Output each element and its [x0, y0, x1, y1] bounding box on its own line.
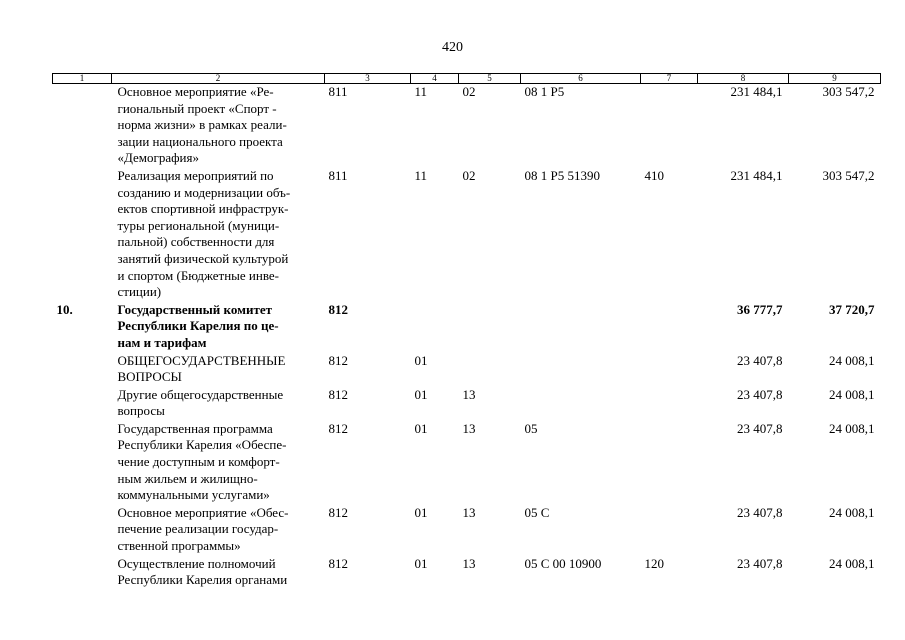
amount-year-2: 37 720,7 [829, 301, 875, 317]
section-code: 01 [414, 555, 428, 571]
amount-year-2: 303 547,2 [822, 84, 875, 99]
row-number [53, 387, 112, 421]
target-article-code: 05 С [524, 504, 550, 520]
amount-year-2: 24 008,1 [829, 352, 875, 368]
expense-type-code [641, 505, 698, 556]
row-number [53, 505, 112, 556]
column-header: 7 [641, 74, 698, 84]
row-name: ОБЩЕГОСУДАРСТВЕННЫЕ ВОПРОСЫ [117, 352, 286, 385]
section-code: 01 [414, 504, 428, 520]
target-article-code: 08 1 Р5 [524, 84, 565, 99]
amount-year-1: 23 407,8 [737, 386, 783, 402]
subsection-code: 02 [462, 167, 476, 183]
section-code [411, 302, 459, 353]
subsection-code: 13 [462, 386, 476, 402]
column-number-row [53, 74, 881, 84]
amount-year-2: 24 008,1 [829, 386, 875, 402]
table-row [53, 421, 881, 505]
section-code: 11 [414, 167, 428, 183]
table-row [53, 84, 881, 168]
amount-year-1: 23 407,8 [737, 352, 783, 368]
target-article-code [521, 302, 641, 353]
column-header: 9 [789, 74, 881, 84]
row-number: 10. [56, 301, 73, 317]
amount-year-2: 24 008,1 [829, 420, 875, 436]
table-row [53, 556, 881, 590]
row-number [53, 421, 112, 505]
expense-type-code [641, 302, 698, 353]
table-body [53, 84, 881, 590]
amount-year-2: 303 547,2 [822, 167, 875, 183]
table-row [53, 168, 881, 302]
target-article-code: 05 [524, 420, 538, 436]
amount-year-1: 23 407,8 [737, 504, 783, 520]
row-number [53, 84, 112, 168]
section-code: 01 [414, 420, 428, 436]
column-header: 5 [459, 74, 521, 84]
amount-year-1: 231 484,1 [730, 167, 783, 183]
amount-year-2: 24 008,1 [829, 504, 875, 520]
row-name: Осуществление полномочий Республики Карелия органами [117, 555, 288, 588]
row-name: Государственный комитет Республики Карелия по це- нам и тарифам [117, 301, 279, 350]
column-header: 1 [53, 74, 112, 84]
amount-year-2: 24 008,1 [829, 555, 875, 571]
target-article-code [521, 387, 641, 421]
budget-table [52, 73, 881, 590]
page-number: 420 [442, 40, 463, 55]
dept-code: 812 [328, 555, 348, 571]
column-header: 8 [698, 74, 789, 84]
table-row [53, 505, 881, 556]
target-article-code: 08 1 Р5 51390 [524, 167, 600, 183]
subsection-code [459, 302, 521, 353]
subsection-code [459, 353, 521, 387]
row-number [53, 168, 112, 302]
row-name: Другие общегосударственные вопросы [117, 386, 284, 419]
table-row [53, 302, 881, 353]
expense-type-code [641, 353, 698, 387]
dept-code: 811 [328, 167, 348, 183]
amount-year-1: 36 777,7 [737, 301, 783, 317]
amount-year-1: 231 484,1 [730, 84, 783, 99]
row-name: Реализация мероприятий по созданию и модернизации объ- ектов спортивной инфраструк- туры региональной (муници- пальной) собственности для занятий физической культурой и спортом (Бюджетные инве- стиции) [117, 167, 291, 300]
amount-year-1: 23 407,8 [737, 420, 783, 436]
target-article-code [521, 353, 641, 387]
subsection-code: 02 [462, 84, 476, 99]
section-code: 01 [414, 352, 428, 368]
dept-code: 812 [328, 420, 348, 436]
column-header: 3 [325, 74, 411, 84]
amount-year-1: 23 407,8 [737, 555, 783, 571]
column-header: 6 [521, 74, 641, 84]
row-number [53, 556, 112, 590]
expense-type-code: 410 [644, 167, 664, 183]
row-name: Основное мероприятие «Обес- печение реализации государ- ственной программы» [117, 504, 289, 554]
dept-code: 812 [328, 386, 348, 402]
expense-type-code [641, 84, 698, 168]
subsection-code: 13 [462, 504, 476, 520]
expense-type-code [641, 421, 698, 505]
table-row [53, 353, 881, 387]
subsection-code: 13 [462, 420, 476, 436]
column-header: 4 [411, 74, 459, 84]
row-number [53, 353, 112, 387]
dept-code: 811 [328, 84, 348, 99]
subsection-code: 13 [462, 555, 476, 571]
dept-code: 812 [328, 301, 348, 317]
dept-code: 812 [328, 504, 348, 520]
row-name: Государственная программа Республики Карелия «Обеспе- чение доступным и комфорт- ным жильем и жилищно- коммунальными услугами» [117, 420, 287, 503]
target-article-code: 05 С 00 10900 [524, 555, 602, 571]
column-header: 2 [112, 74, 325, 84]
expense-type-code: 120 [644, 555, 664, 571]
row-name: Основное мероприятие «Ре- гиональный проект «Спорт - норма жизни» в рамках реали- зации национального проекта «Демография» [117, 84, 287, 166]
section-code: 01 [414, 386, 428, 402]
expense-type-code [641, 387, 698, 421]
dept-code: 812 [328, 352, 348, 368]
section-code: 11 [414, 84, 428, 99]
table-row [53, 387, 881, 421]
